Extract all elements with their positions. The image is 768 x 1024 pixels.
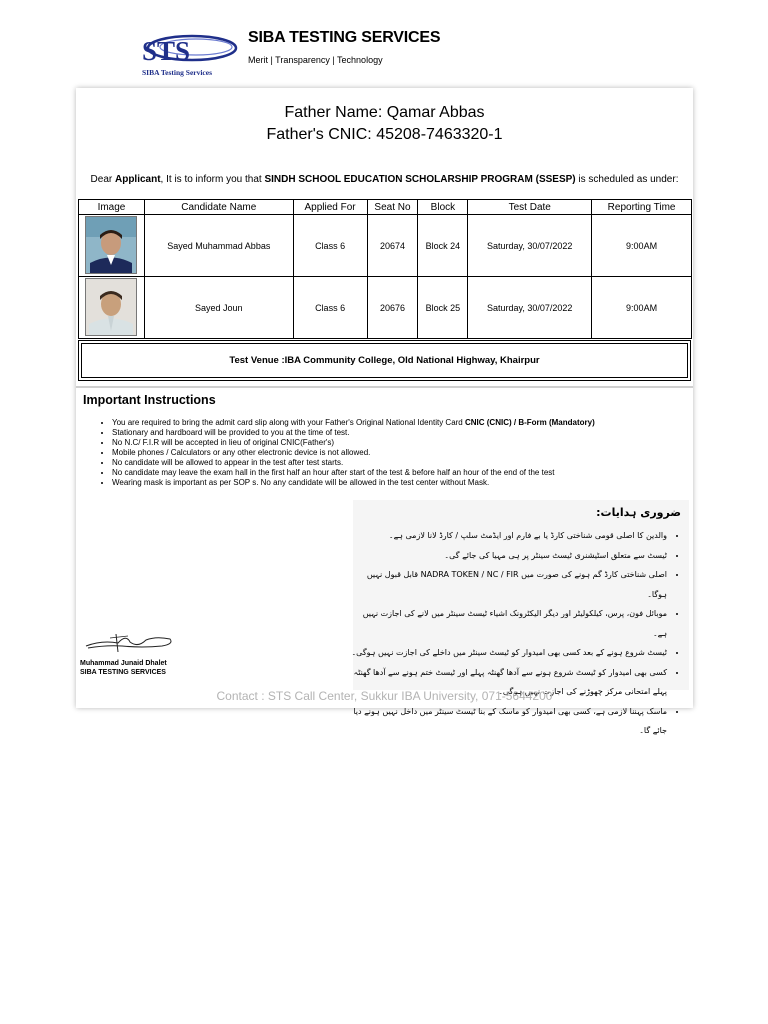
table-row <box>79 215 692 277</box>
page-header <box>138 24 598 80</box>
admit-card <box>76 88 693 735</box>
instruction-item: • Mobile phones / Calculators or any other electronic device is not allowed. <box>112 448 702 458</box>
org-name: SIBA TESTING SERVICES <box>248 29 441 46</box>
cell-photo <box>79 215 145 277</box>
instruction-text: You are required to bring the admit card slip along with your Father's Original National Identity Card <box>112 418 465 427</box>
urdu-instruction-item: • ٹیسٹ سے متعلق اسٹیشنری ٹیسٹ سینٹر پر ہی مہیا کی جائے گی۔ <box>347 546 667 566</box>
instruction-item: • No N.C/ F.I.R will be accepted in lieu of original CNIC(Father's) <box>112 438 702 448</box>
test-venue: Test Venue :IBA Community College, Old National Highway, Khairpur <box>81 343 688 378</box>
instruction-item: • Wearing mask is important as per SOP s. No any candidate will be allowed in the test center without Mask. <box>112 478 702 488</box>
urdu-instruction-item: • والدین کا اصلی قومی شناختی کارڈ یا بے فارم اور ایڈمٹ سلپ / کارڈ لانا لازمی ہے۔ <box>347 526 667 546</box>
instruction-item: • Stationary and hardboard will be provided to you at the time of test. <box>112 428 702 438</box>
col-header-candidate-name: Candidate Name <box>144 200 293 215</box>
cell-test-date: Saturday, 30/07/2022 <box>468 277 592 339</box>
cell-seat-no: 20674 <box>367 215 418 277</box>
instruction-item: • No candidate may leave the exam hall in the first half an hour after start of the test & before half an hour of the end of the test <box>112 468 702 478</box>
col-header-block: Block <box>418 200 468 215</box>
venue-box <box>78 340 691 381</box>
section-divider <box>76 386 693 388</box>
instruction-item <box>112 418 702 428</box>
intro-text <box>90 174 679 185</box>
father-name: Father Name: Qamar Abbas <box>284 104 485 121</box>
candidate-photo <box>85 278 137 336</box>
urdu-instruction-item: • اصلی شناختی کارڈ گم ہونے کی صورت میں NADRA TOKEN / NC / FIR قابل قبول نہیں ہوگا۔ <box>347 565 667 604</box>
table-header-row <box>79 200 692 215</box>
urdu-instructions-list <box>347 526 685 741</box>
org-tagline: Merit | Transparency | Technology <box>248 55 383 65</box>
cell-reporting-time: 9:00AM <box>592 215 692 277</box>
cell-photo <box>79 277 145 339</box>
col-header-seat-no: Seat No <box>367 200 418 215</box>
candidate-table <box>78 199 692 339</box>
logo-text: STS <box>142 36 191 66</box>
cell-candidate-name: Sayed Joun <box>144 277 293 339</box>
instructions-list <box>94 418 702 488</box>
intro-recipient: Applicant <box>114 174 161 185</box>
cell-applied-for: Class 6 <box>293 215 367 277</box>
contact-info: Contact : STS Call Center, Sukkur IBA University, 071-5644200 <box>216 689 553 703</box>
father-cnic: Father's CNIC: 45208-7463320-1 <box>266 126 503 143</box>
intro-program: SINDH SCHOOL EDUCATION SCHOLARSHIP PROGRAM (SSESP) <box>264 174 576 185</box>
candidate-photo <box>85 216 137 274</box>
urdu-instruction-item: • موبائل فون، پرس، کیلکولیٹر اور دیگر الیکٹرونک اشیاء ٹیسٹ سینٹر میں لانے کی اجازت نہیں ہے۔ <box>347 604 667 643</box>
instructions-title: Important Instructions <box>83 393 216 407</box>
instruction-item: • No candidate will be allowed to appear in the test after test starts. <box>112 458 702 468</box>
signature-image <box>82 626 178 656</box>
cell-applied-for: Class 6 <box>293 277 367 339</box>
urdu-instruction-item: • کسی بھی امیدوار کو ٹیسٹ شروع ہونے سے آدھا گھنٹہ پہلے اور ٹیسٹ ختم ہونے سے آدھا گھنٹہ پہلے امتحانی مرکز چھوڑنے کی اجازت نہیں ہوگی۔ <box>347 663 667 702</box>
intro-prefix: Dear <box>90 174 115 185</box>
col-header-test-date: Test Date <box>468 200 592 215</box>
col-header-applied-for: Applied For <box>293 200 367 215</box>
cell-block: Block 24 <box>418 215 468 277</box>
logo-subtext: SIBA Testing Services <box>142 68 213 77</box>
cell-reporting-time: 9:00AM <box>592 277 692 339</box>
cell-test-date: Saturday, 30/07/2022 <box>468 215 592 277</box>
signatory-name: Muhammad Junaid Dhalet <box>80 660 167 667</box>
urdu-instruction-item: • ماسک پہننا لازمی ہے، کسی بھی امیدوار کو ماسک کے بنا ٹیسٹ سینٹر میں داخل نہیں ہونے دیا جائے گا۔ <box>347 702 667 741</box>
col-header-reporting-time: Reporting Time <box>592 200 692 215</box>
urdu-instruction-item: • ٹیسٹ شروع ہونے کے بعد کسی بھی امیدوار کو ٹیسٹ سینٹر میں داخلے کی اجازت نہیں ہوگی۔ <box>347 643 667 663</box>
intro-suffix: is scheduled as under: <box>575 174 679 185</box>
cell-block: Block 25 <box>418 277 468 339</box>
urdu-instructions-title: ضروری ہدایات: <box>596 506 681 519</box>
table-row <box>79 277 692 339</box>
cell-candidate-name: Sayed Muhammad Abbas <box>144 215 293 277</box>
cell-seat-no: 20676 <box>367 277 418 339</box>
sts-logo <box>138 28 238 78</box>
signatory-organization: SIBA TESTING SERVICES <box>80 669 166 676</box>
instruction-bold-text: CNIC (CNIC) / B-Form (Mandatory) <box>464 418 595 427</box>
col-header-image: Image <box>79 200 145 215</box>
intro-middle: , It is to inform you that <box>160 174 265 185</box>
